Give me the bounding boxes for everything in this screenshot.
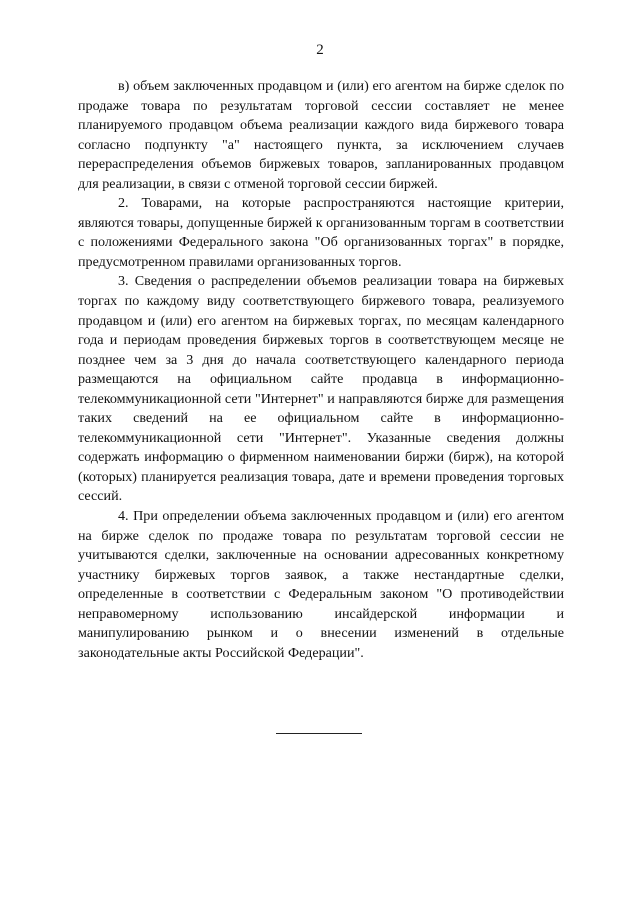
document-body [78, 77, 564, 663]
paragraph-item-2: 2. Товарами, на которые распространяются настоящие критерии, являются товары, допущенные биржей к организованным торгам в соответствии с положениями Федерального закона "Об организованных торгах" в порядке, предусмотренном правилами организованных торгов. [78, 195, 564, 270]
end-of-document-divider [276, 733, 362, 734]
paragraph-item-4: 4. При определении объема заключенных продавцом и (или) его агентом на бирже сделок по продаже товара по результатам торговой сессии не учитываются сделки, заключенные на основании адресованных конкретному участнику биржевых торгов заявок, а также нестандартные сделки, определенные в соответствии с Федеральным законом "О противодействии неправомерному использованию инсайдерской информации и манипулированию рынком и о внесении изменений в отдельные законодательные акты Российской Федерации". [78, 508, 564, 661]
paragraph-subitem-v: в) объем заключенных продавцом и (или) его агентом на бирже сделок по продаже товара по результатам торговой сессии составляет не менее планируемого продавцом объема реализации каждого вида биржевого товара согласно подпункту "а" настоящего пункта, за исключением случаев перераспределения объемов биржевых товаров, запланированных продавцом для реализации, в связи с отменой торговой сессии биржей. [78, 78, 564, 192]
page-number: 2 [316, 42, 324, 58]
paragraph-item-3: 3. Сведения о распределении объемов реализации товара на биржевых торгах по каждому виду соответствующего биржевого товара, реализуемого продавцом и (или) его агентом на биржевых торгах, по месяцам календарного года и периодам проведения биржевых торгов в соответствующем месяце не позднее чем за 3 дня до начала соответствующего календарного периода размещаются на официальном сайте продавца в информационно-телекоммуникационной сети "Интернет" и направляются бирже для размещения таких сведений на ее официальном сайте в информационно-телекоммуникационной сети "Интернет". Указанные сведения должны содержать информацию о фирменном наименовании биржи (бирж), на которой (которых) планируется реализация товара, дате и времени проведения торговых сессий. [78, 273, 564, 505]
